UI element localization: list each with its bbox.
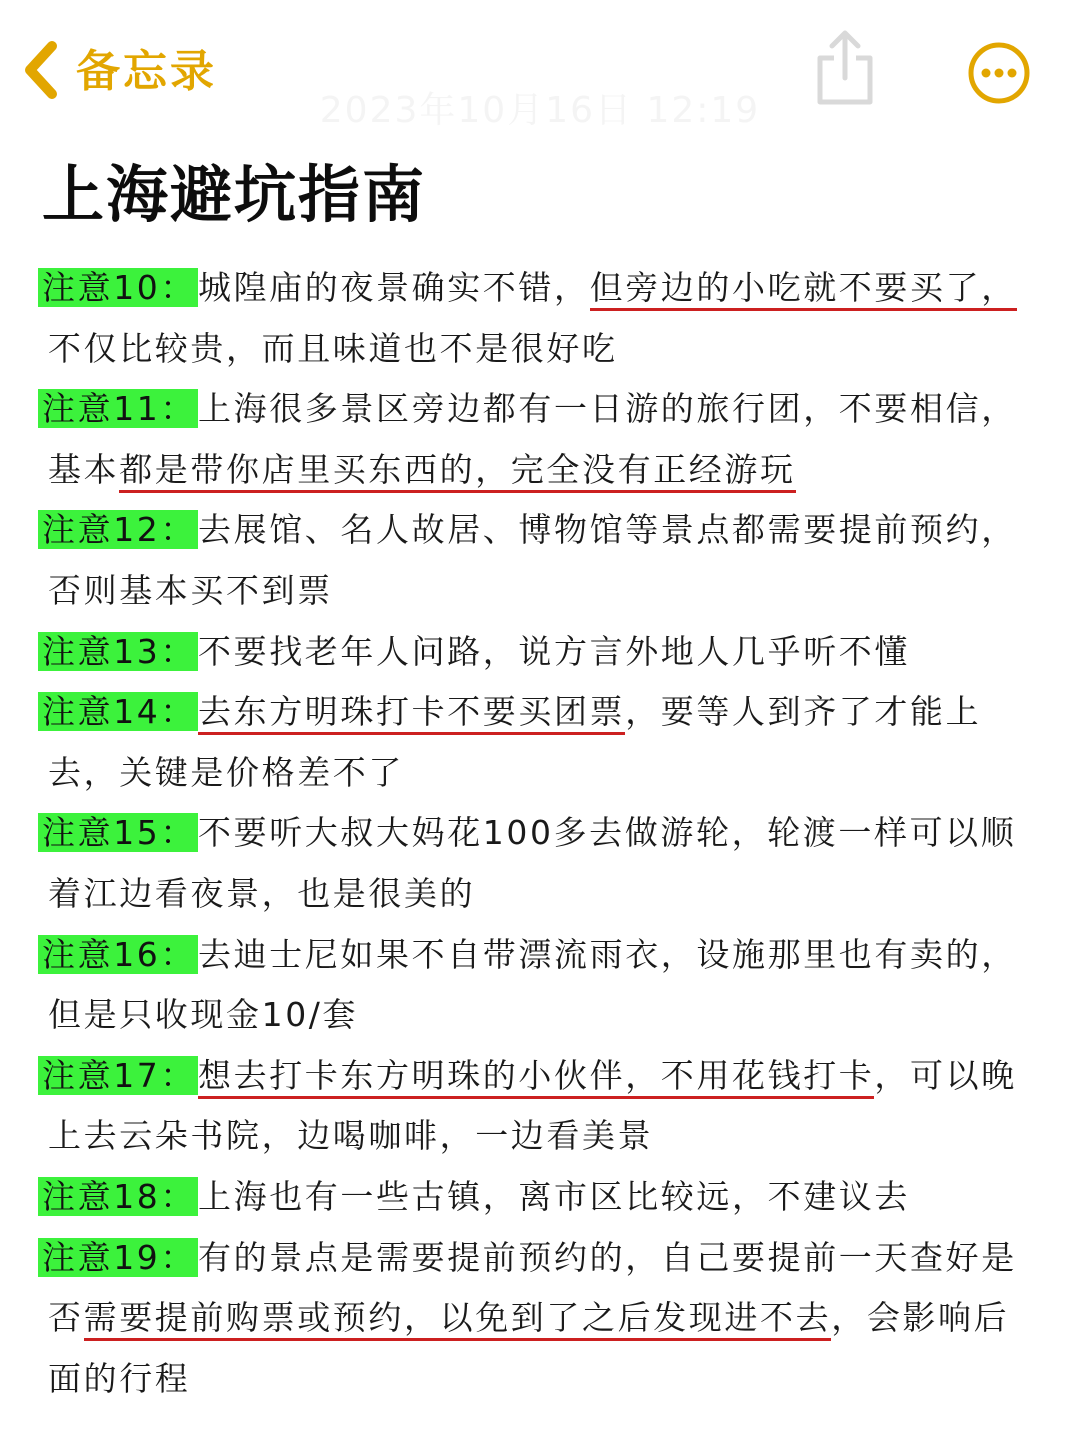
note-line <box>48 985 1048 1046</box>
more-icon <box>966 91 1032 110</box>
note-label-highlight: 注意17： <box>38 1056 198 1095</box>
note-line <box>48 1106 1048 1167</box>
note-label-highlight: 注意15： <box>38 813 198 852</box>
note-line <box>42 1046 1048 1107</box>
note-text: 有的景点是需要提前预约的，自己要提前一天查好是 <box>198 1237 1017 1277</box>
note-line <box>48 743 1048 804</box>
note-label-highlight: 注意10： <box>38 268 198 307</box>
note-text: 去，关键是价格差不了 <box>48 752 404 792</box>
nav-bar <box>0 0 1080 140</box>
note-body[interactable] <box>42 258 1048 1409</box>
note-text: 但是只收现金10/套 <box>48 995 359 1035</box>
share-button[interactable] <box>812 28 878 108</box>
note-text: 面的行程 <box>48 1358 191 1398</box>
note-label-highlight: 注意19： <box>38 1238 198 1277</box>
note-line <box>48 1349 1048 1410</box>
note-line <box>48 1288 1048 1349</box>
note-text: 上海也有一些古镇，离市区比较远，不建议去 <box>198 1176 910 1216</box>
note-text: 不要找老年人问路，说方言外地人几乎听不懂 <box>198 631 910 671</box>
note-text: ，可以晚 <box>874 1055 1017 1095</box>
note-text: ，要等人到齐了才能上 <box>625 692 982 732</box>
note-line <box>42 1167 1048 1228</box>
note-text: 否则基本买不到票 <box>48 570 333 610</box>
note-line <box>42 682 1048 743</box>
note-line <box>42 500 1048 561</box>
note-text: 否 <box>48 1298 84 1338</box>
underlined-text: 需要提前购票或预约，以免到了之后发现进不去 <box>84 1298 832 1341</box>
more-button[interactable] <box>966 40 1032 106</box>
underlined-text: 但旁边的小吃就不要买了， <box>590 268 1017 311</box>
note-line <box>42 379 1048 440</box>
note-text: 不要听大叔大妈花100多去做游轮，轮渡一样可以顺 <box>198 813 1017 853</box>
underlined-text: 想去打卡东方明珠的小伙伴，不用花钱打卡 <box>198 1056 874 1099</box>
note-line <box>48 561 1048 622</box>
note-line <box>42 622 1048 683</box>
note-text: ，会影响后 <box>831 1298 1010 1338</box>
note-text: 上去云朵书院，边喝咖啡，一边看美景 <box>48 1116 654 1156</box>
note-label-highlight: 注意16： <box>38 935 198 974</box>
note-label-highlight: 注意13： <box>38 632 198 671</box>
note-line <box>48 319 1048 380</box>
share-icon <box>812 93 878 112</box>
note-text: 不仅比较贵，而且味道也不是很好吃 <box>48 328 618 368</box>
underlined-text: 去东方明珠打卡不要买团票 <box>198 692 625 735</box>
note-text: 去迪士尼如果不自带漂流雨衣，设施那里也有卖的， <box>198 934 1017 974</box>
note-line <box>42 803 1048 864</box>
note-label-highlight: 注意11： <box>38 389 198 428</box>
note-text: 基本 <box>48 449 120 489</box>
note-label-highlight: 注意14： <box>38 692 198 731</box>
note-line <box>42 925 1048 986</box>
note-line <box>48 440 1048 501</box>
note-title: 上海避坑指南 <box>42 158 427 231</box>
note-text: 去展馆、名人故居、博物馆等景点都需要提前预约， <box>198 510 1017 550</box>
note-label-highlight: 注意18： <box>38 1177 198 1216</box>
note-text: 着江边看夜景，也是很美的 <box>48 873 476 913</box>
note-text: 城隍庙的夜景确实不错， <box>198 268 590 307</box>
note-line <box>42 258 1048 319</box>
note-label-highlight: 注意12： <box>38 510 198 549</box>
underlined-text: 都是带你店里买东西的，完全没有正经游玩 <box>119 450 795 493</box>
note-text: 上海很多景区旁边都有一日游的旅行团，不要相信， <box>198 389 1017 429</box>
note-line <box>48 864 1048 925</box>
back-label: 备忘录 <box>76 46 217 97</box>
note-date: 2023年10月16日 12:19 <box>319 90 761 131</box>
note-line <box>42 1228 1048 1289</box>
